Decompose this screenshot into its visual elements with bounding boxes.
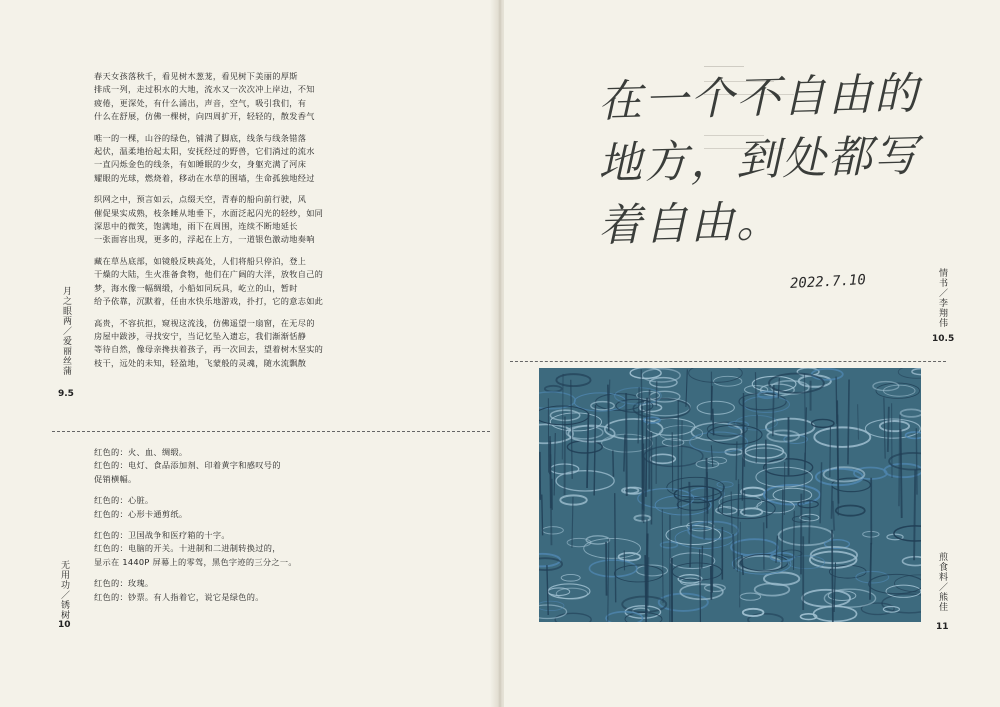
- poem-paragraph: [94, 529, 424, 569]
- poem-line: 藏在草丛底部，如镜般反映高处，人们将船只停泊，登上: [94, 255, 307, 266]
- poem-line: 红色的：心形卡通剪纸。: [94, 508, 188, 519]
- poem-paragraph: [94, 494, 424, 521]
- poem-one-text: [94, 70, 424, 378]
- poem-paragraph: [94, 577, 424, 604]
- poem-paragraph: [94, 70, 424, 124]
- rain-ripples-artwork: [539, 368, 921, 622]
- poem-line: 深思中的微笑，饱满地，雨下在周围，连续不断地延长: [94, 221, 298, 232]
- poem-line: 红色的：卫国战争和医疗箱的十字。: [94, 530, 230, 541]
- poem-line: 红色的：电脑的开关。十进制和二进制转换过的，: [94, 543, 281, 554]
- poem-paragraph: [94, 255, 424, 309]
- handwriting-line: 地方，到处都写: [597, 130, 921, 190]
- poem-line: 等待自然，像母亲搀扶着孩子，再一次回去，望着树木坚实的: [94, 344, 324, 355]
- poem-line: 疲倦，更深处，有什么涌出，声音，空气，吸引我们，有: [94, 97, 307, 108]
- poem-line: 梦，海水像一幅绸缎，小船如同玩具，屹立的山，暂时: [94, 282, 298, 293]
- poem-line: 显示在 1440P 屏幕上的零驾，黑色字迹的三分之一。: [94, 556, 297, 567]
- poem-line: 红色的：玫瑰。: [94, 578, 154, 589]
- handwritten-note: [597, 68, 921, 292]
- poem-line: 唯一的一棵，山谷的绿色，铺满了脚底，线条与线条错落: [94, 132, 307, 143]
- poem-line: 起伏，温柔地抬起太阳，安抚经过的野兽，它们淌过的流水: [94, 146, 315, 157]
- handwriting-line: 着自由。: [597, 195, 783, 252]
- poem-line: 给予依靠，沉默着，任由水快乐地游戏，扑打，它的意志如此: [94, 296, 324, 307]
- poem-paragraph: [94, 132, 424, 186]
- lower-author-label: 煎食料／熊佳: [937, 552, 947, 612]
- poem-line: 干燥的大陆，生火准备食物，他们在广阔的大洋，放牧自己的: [94, 269, 324, 280]
- poem-line: 房屋中跋涉，寻找安宁，当记忆坠入遗忘，我们渐渐恬静: [94, 330, 307, 341]
- poem-line: 红色的：钞票。有人指着它，说它是绿色的。: [94, 591, 264, 602]
- handwriting-line: 在一个不自由的: [597, 68, 921, 128]
- section-divider-left: [52, 431, 490, 432]
- page-number-10: 10: [58, 620, 71, 630]
- page-number-9-5: 9.5: [58, 389, 74, 399]
- poem-line: 高贵，不容抗拒，窥视这流浅，仿佛遥望一扇窗，在无尽的: [94, 317, 315, 328]
- rain-ripples-image: [539, 368, 921, 622]
- poem-line: 红色的：心脏。: [94, 495, 154, 506]
- poem-line: 耀眼的光球，燃烧着，移动在水草的围墙，生命孤独地经过: [94, 172, 315, 183]
- poem-paragraph: [94, 193, 424, 247]
- poem-line: 春天女孩落秋千，看见树木葱茏，看见树下美丽的厚斯: [94, 71, 298, 81]
- poem-line: 一张面容出现，更多的，浮起在上方，一道银色激动地奏响: [94, 234, 315, 245]
- upper-author-label: 情书／李翔伟: [937, 268, 947, 328]
- poem-line: 枝干，远处的未知，轻盈地，飞蒙般的灵魂，随水流飘散: [94, 357, 307, 368]
- poem-paragraph: [94, 446, 424, 486]
- poem-line: 红色的：火、血、绸缎。: [94, 447, 188, 457]
- poem-line: 促销横幅。: [94, 473, 137, 484]
- poem-line: 排成一列，走过积水的大地，流水又一次次冲上岸边，不知: [94, 84, 315, 95]
- poem-paragraph: [94, 317, 424, 371]
- poem-line: 织网之中，预言如云，点缀天空，青春的船向前行驶，风: [94, 194, 307, 205]
- poem-line: 一直闪烁金色的线条，有如睡眠的少女，身躯充满了河床: [94, 159, 307, 170]
- section-divider-right: [510, 361, 946, 362]
- poem-one-author-label: 月之眼两／爱丽丝蒲: [61, 286, 71, 376]
- page-number-10-5: 10.5: [932, 334, 955, 344]
- poem-two-text: [94, 446, 424, 612]
- page-number-11: 11: [936, 622, 949, 632]
- left-page: [0, 0, 496, 707]
- poem-line: 催促果实成熟，枝条睡从地垂下，水面泛起闪光的轻纱，如同: [94, 207, 324, 218]
- handwritten-date: 2022.7.10: [789, 272, 867, 292]
- poem-two-author-label: 无用功／锈树: [59, 560, 69, 620]
- poem-line: 什么在舒展，仿佛一棵树，向四周扩开，轻轻的，散发香气: [94, 111, 315, 122]
- poem-line: 红色的：电灯、食品添加剂、印着黄字和感叹号的: [94, 460, 281, 471]
